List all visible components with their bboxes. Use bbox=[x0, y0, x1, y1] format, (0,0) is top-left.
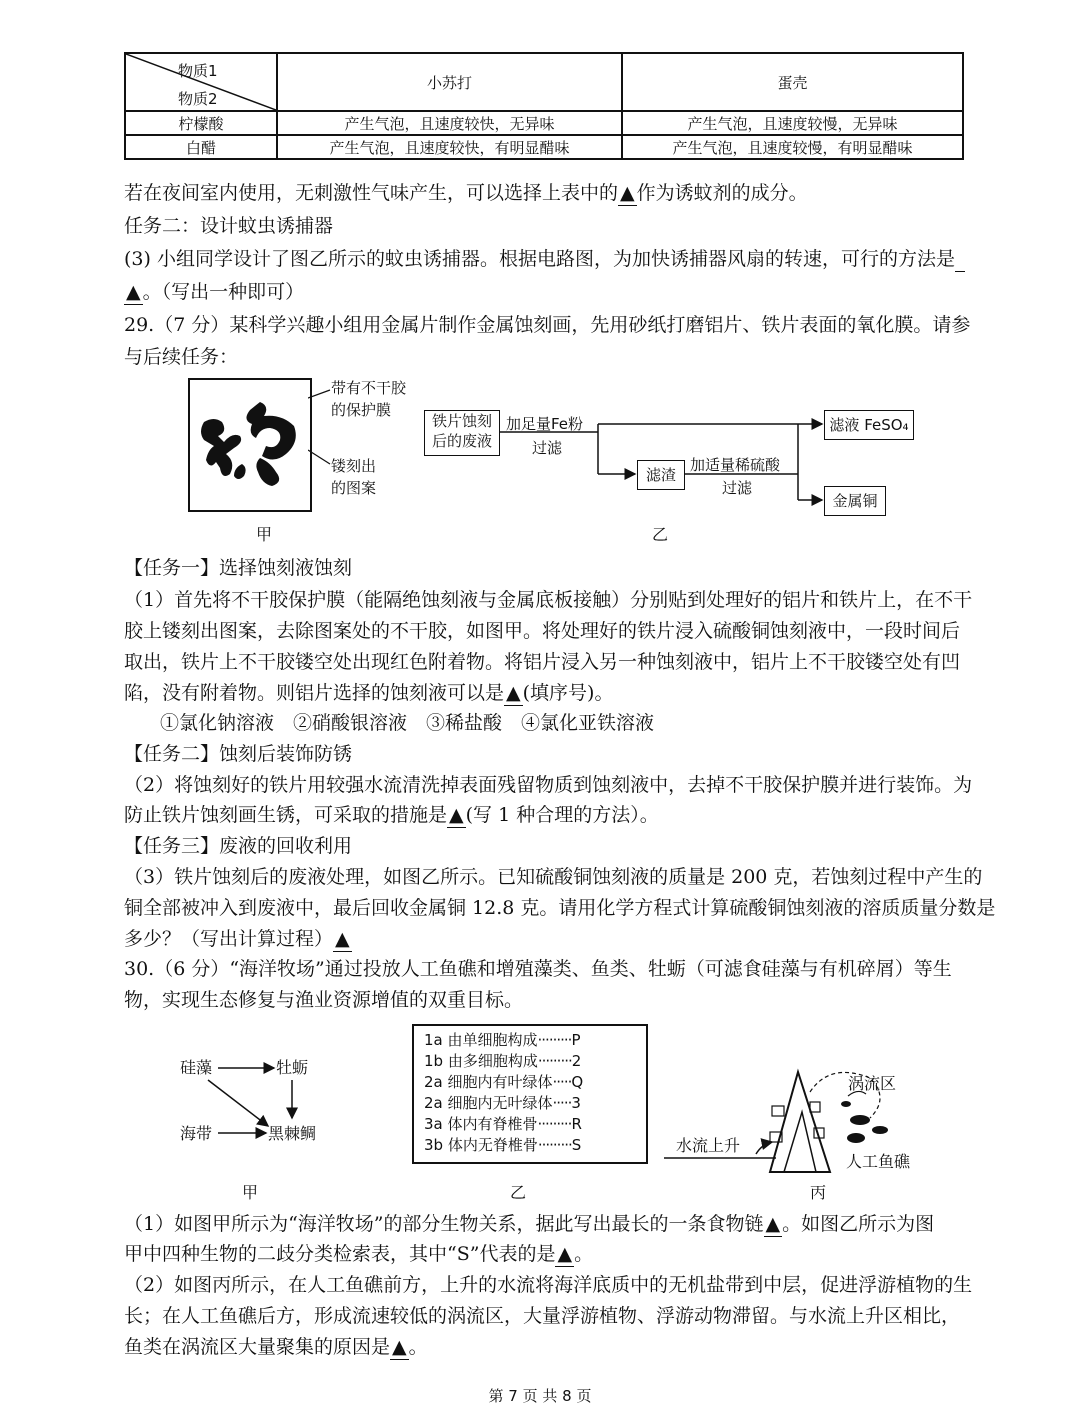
key-row: 2a 细胞内有叶绿体·····Q bbox=[424, 1073, 584, 1091]
add-fe-label: 加足量Fe粉 bbox=[506, 415, 584, 433]
text-line: 胶上镂刻出图案，去除图案处的不干胶，如图甲。将处理好的铁片浸入硫酸铜蚀刻液中，一段时间后 bbox=[124, 620, 961, 642]
engraved-pattern-label-2: 的图案 bbox=[331, 479, 377, 497]
text-line: 甲中四种生物的二歧分类检索表，其中“S”代表的是 ▲ 。 bbox=[124, 1243, 594, 1265]
copper-box: 金属铜 bbox=[824, 486, 886, 516]
figure-caption-jia-30: 甲 bbox=[242, 1183, 259, 1202]
row-name: 柠檬酸 bbox=[125, 111, 277, 135]
question-30: 30.（6 分）“海洋牧场”通过投放人工鱼礁和增殖藻类、鱼类、牡蛎（可滤食硅藻与有机碎屑）等生 bbox=[124, 958, 952, 980]
text-line: （1）如图甲所示为“海洋牧场”的部分生物关系，据此写出最长的一条食物链 ▲ 。如图乙所示为图 bbox=[124, 1213, 935, 1235]
add-acid-label: 加适量稀硫酸 bbox=[690, 456, 781, 474]
text-line: （1）首先将不干胶保护膜（能隔绝蚀刻液与金属底板接触）分别贴到处理好的铝片和铁片上，在不干 bbox=[124, 589, 973, 611]
kelp-label: 海带 bbox=[180, 1124, 213, 1143]
text-line: 若在夜间室内使用，无刺激性气味产生，可以选择上表中的 ▲ 作为诱蚊剂的成分。 bbox=[124, 182, 808, 204]
text-line: 陷，没有附着物。则铝片选择的蚀刻液可以是 ▲ (填序号)。 bbox=[124, 682, 614, 704]
question-29: 29.（7 分）某科学兴趣小组用金属片制作金属蚀刻画，先用砂纸打磨铝片、铁片表面的氧化膜。请参 bbox=[124, 314, 971, 336]
flow-arrows bbox=[498, 400, 828, 520]
upflow-label: 水流上升 bbox=[676, 1136, 741, 1155]
diagonal-header-cell bbox=[125, 53, 277, 111]
residue-box: 滤渣 bbox=[637, 460, 685, 490]
text-line: 铜全部被冲入到废液中，最后回收金属铜 12.8 克。请用化学方程式计算硫酸铜蚀刻液的溶质质量分数是 bbox=[124, 897, 996, 919]
header-top-label: 物质1 bbox=[178, 62, 218, 80]
dichotomous-key bbox=[412, 1024, 648, 1164]
header-bottom-label: 物质2 bbox=[178, 90, 218, 108]
text-line: （2）如图丙所示，在人工鱼礁前方，上升的水流将海洋底质中的无机盐带到中层，促进浮游植物的生 bbox=[124, 1274, 973, 1296]
row-name: 白醋 bbox=[125, 135, 277, 159]
text-line: （3）铁片蚀刻后的废液处理，如图乙所示。已知硫酸铜蚀刻液的质量是 200 克，若蚀刻过程中产生的 bbox=[124, 866, 983, 888]
engraved-pattern-label: 镂刻出 bbox=[331, 457, 377, 475]
etched-plate-figure bbox=[188, 378, 312, 512]
filtrate-box: 滤液 FeSO₄ bbox=[824, 410, 914, 440]
vortex-label: 涡流区 bbox=[848, 1074, 897, 1093]
table-cell: 产生气泡，且速度较慢，无异味 bbox=[622, 111, 963, 135]
text-line: （2）将蚀刻好的铁片用较强水流清洗掉表面残留物质到蚀刻液中，去掉不干胶保护膜并进行装饰。为 bbox=[124, 774, 973, 796]
key-row: 3b 体内无脊椎骨·········S bbox=[424, 1136, 582, 1154]
page-footer: 第 7 页 共 8 页 bbox=[488, 1387, 592, 1405]
table-cell: 产生气泡，且速度较快，无异味 bbox=[277, 111, 622, 135]
task-two-heading-b: 【任务二】蚀刻后装饰防锈 bbox=[124, 743, 353, 765]
col-header-1: 小苏打 bbox=[277, 53, 622, 111]
table-cell: 产生气泡，且速度较快，有明显醋味 bbox=[277, 135, 622, 159]
fish-label: 黑棘鲷 bbox=[268, 1124, 317, 1143]
text-line: (3) 小组同学设计了图乙所示的蚊虫诱捕器。根据电路图，为加快诱捕器风扇的转速，可行的方法是 bbox=[124, 247, 965, 272]
filter-label-2: 过滤 bbox=[722, 479, 753, 497]
text-line: 多少？（写出计算过程） ▲ bbox=[124, 928, 350, 950]
text-line: ▲ 。（写出一种即可） bbox=[126, 281, 305, 303]
text-line: 防止铁片蚀刻画生锈，可采取的措施是 ▲ (写 1 种合理的方法）。 bbox=[124, 804, 659, 826]
task-two-heading: 任务二：设计蚊虫诱捕器 bbox=[124, 215, 334, 237]
food-web-arrows bbox=[170, 1050, 340, 1150]
figure-caption-yi: 乙 bbox=[652, 525, 669, 544]
figure-caption-yi-30: 乙 bbox=[510, 1183, 527, 1202]
text-line: 长；在人工鱼礁后方，形成流速较低的涡流区，大量浮游植物、浮游动物滞留。与水流上升区相比， bbox=[124, 1305, 961, 1327]
filter-label: 过滤 bbox=[532, 439, 563, 457]
key-row: 3a 体内有脊椎骨·········R bbox=[424, 1115, 582, 1133]
etched-pattern-icon bbox=[190, 380, 310, 510]
key-row: 1a 由单细胞构成·········P bbox=[424, 1031, 581, 1049]
key-row: 1b 由多细胞构成·········2 bbox=[424, 1052, 582, 1070]
waste-liquid-box: 铁片蚀刻 后的废液 bbox=[424, 410, 500, 456]
comparison-table bbox=[124, 52, 964, 160]
options-line: ①氯化钠溶液 ②硝酸银溶液 ③稀盐酸 ④氯化亚铁溶液 bbox=[160, 712, 655, 734]
task-three-heading: 【任务三】废液的回收利用 bbox=[124, 835, 353, 857]
question-29-cont: 与后续任务： bbox=[124, 346, 239, 368]
text-line: 取出，铁片上不干胶镂空处出现红色附着物。将铝片浸入另一种蚀刻液中，铝片上不干胶镂空处有凹 bbox=[124, 651, 961, 673]
table-cell: 产生气泡，且速度较慢，有明显醋味 bbox=[622, 135, 963, 159]
key-row: 2a 细胞内无叶绿体·····3 bbox=[424, 1094, 581, 1112]
question-30-cont: 物，实现生态修复与渔业资源增值的双重目标。 bbox=[124, 989, 524, 1011]
col-header-2: 蛋壳 bbox=[622, 53, 963, 111]
task-one-heading: 【任务一】选择蚀刻液蚀刻 bbox=[124, 557, 353, 579]
text-line: 鱼类在涡流区大量聚集的原因是 ▲ 。 bbox=[124, 1336, 428, 1358]
protective-film-label-2: 的保护膜 bbox=[331, 401, 392, 419]
figure-caption-bing: 丙 bbox=[810, 1183, 827, 1202]
protective-film-label: 带有不干胶 bbox=[331, 379, 407, 397]
oyster-label: 牡蛎 bbox=[276, 1058, 309, 1077]
reef-label: 人工鱼礁 bbox=[846, 1152, 911, 1171]
diatom-label: 硅藻 bbox=[180, 1058, 213, 1077]
figure-caption-jia: 甲 bbox=[256, 525, 273, 544]
